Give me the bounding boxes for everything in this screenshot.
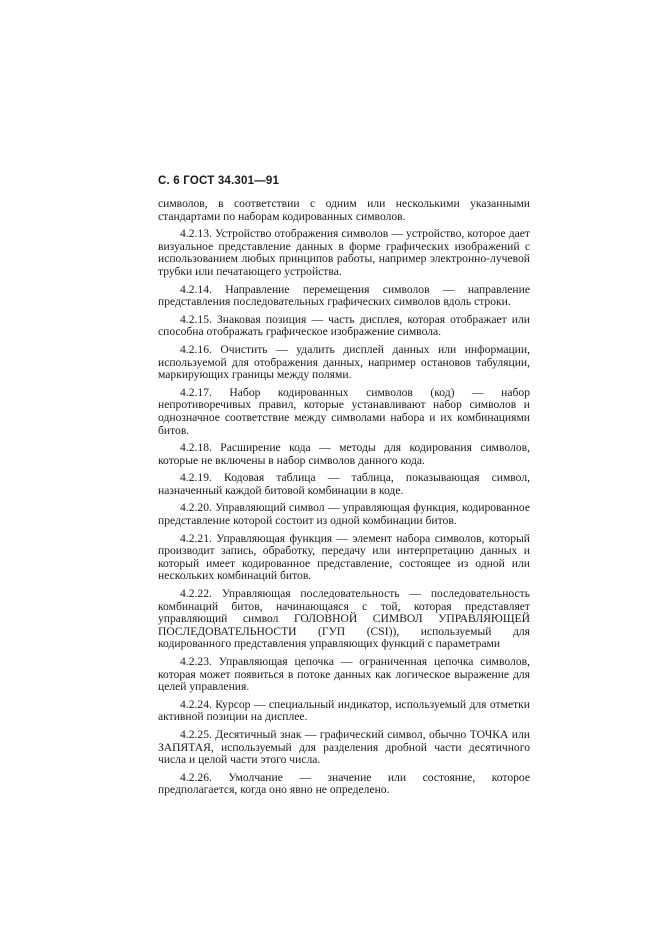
paragraph-4-2-16: 4.2.16. Очистить — удалить дисплей данных или информации, используемой для отображения данных, например остановов табуляции, маркирующих границы между полями. [158,342,530,382]
paragraph-4-2-22: 4.2.22. Управляющая последовательность — последовательность комбинаций битов, начинающаяся с той, которая представляет управляющий символ ГОЛОВНОЙ СИМВОЛ УПРАВЛЯЮЩЕЙ ПОСЛЕДОВАТЕЛЬНОСТИ (ГУП (CSI)), используемый для кодированного представления управляющих функций с параметрами [158,587,530,651]
paragraph-4-2-24: 4.2.24. Курсор — специальный индикатор, используемый для отметки активной позиции на дисплее. [158,697,530,724]
paragraph-4-2-18: 4.2.18. Расширение кода — методы для кодирования символов, которые не включены в набор символов данного кода. [158,441,530,467]
page-header: С. 6 ГОСТ 34.301—91 [158,175,280,187]
paragraph-4-2-13: 4.2.13. Устройство отображения символов — устройство, которое дает визуальное представление данных в форме графических изображений с использованием любых принципов работы, например электронно-лучевой трубки или печатающего устройства. [158,227,530,278]
paragraph-4-2-17: 4.2.17. Набор кодированных символов (код) — набор непротиворечивых правил, которые устанавливают набор символов и однозначное соответствие между символами набора и их комбинациями битов. [158,385,530,437]
paragraph-4-2-21: 4.2.21. Управляющая функция — элемент набора символов, который производит запись, обработку, передачу или интерпретацию данных и который имеет кодированное представление, состоящее из одной или нескольких комбинаций битов. [158,531,530,583]
paragraph-4-2-19: 4.2.19. Кодовая таблица — таблица, показывающая символ, назначенный каждой битовой комбинации в коде. [158,471,530,497]
paragraph-4-2-15: 4.2.15. Знаковая позиция — часть дисплея, которая отображает или способна отображать графическое изображение символа. [158,312,530,339]
paragraph-4-2-20: 4.2.20. Управляющий символ — управляющая функция, кодированное представление которой состоит из одной комбинации битов. [158,501,530,528]
paragraph-4-2-14: 4.2.14. Направление перемещения символов — направление представления последовательных графических символов вдоль строки. [158,282,530,309]
paragraph-continuation: символов, в соответствии с одним или несколькими указанными стандартами по наборам кодированных символов. [158,197,530,223]
paragraph-4-2-26: 4.2.26. Умолчание — значение или состояние, которое предполагается, когда оно явно не определено. [158,770,530,797]
paragraph-4-2-23: 4.2.23. Управляющая цепочка — ограниченная цепочка символов, которая может появиться в потоке данных как логическое выражение для целей управления. [158,655,530,694]
document-body [158,198,530,802]
paragraph-4-2-25: 4.2.25. Десятичный знак — графический символ, обычно ТОЧКА или ЗАПЯТАЯ, используемый для разделения дробной части десятичного числа и целой части этого числа. [158,727,530,767]
